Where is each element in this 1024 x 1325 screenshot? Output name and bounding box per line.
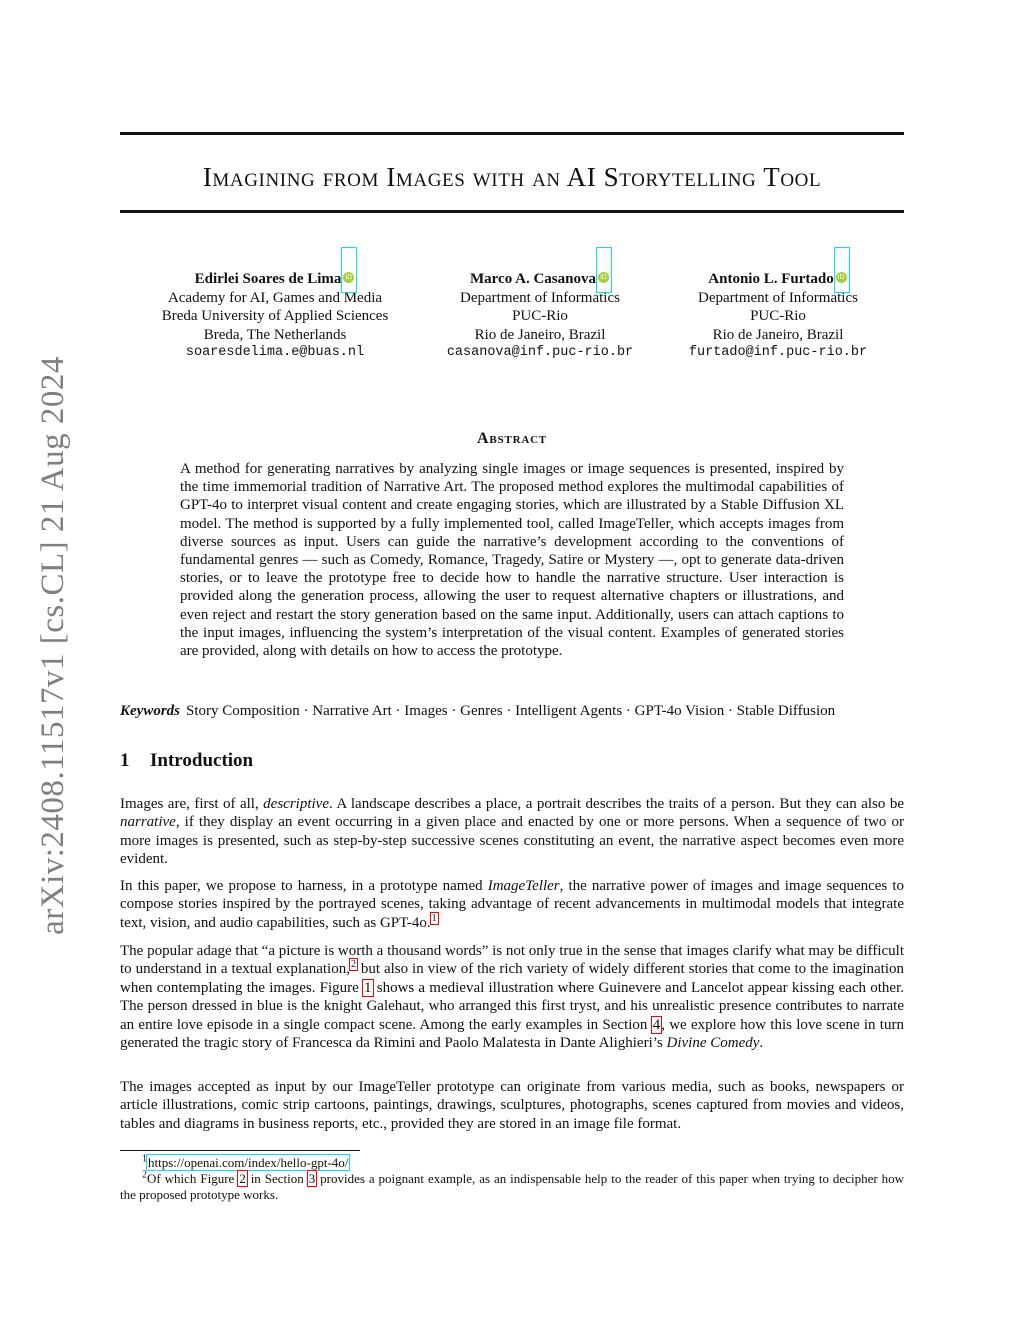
- author-1: [120, 270, 430, 363]
- paragraph-3: [120, 942, 904, 1052]
- footnote-link-1[interactable]: 1: [431, 912, 437, 924]
- arxiv-stamp: [33, 350, 73, 940]
- author-affiliation: Breda University of Applied Sciences: [161, 308, 389, 324]
- text-run: , if they display an event occurring in a given place and enacted by one or more persons. When a sequence of two or more images is presented, such as step-by-step successive scenes constituting an event, the narrative aspect becomes even more evident.: [120, 814, 904, 868]
- author-affiliation: PUC-Rio: [750, 308, 806, 324]
- keywords: [120, 702, 904, 720]
- section-title: Introduction: [150, 750, 254, 771]
- orcid-icon[interactable]: [598, 272, 610, 284]
- author-name: Edirlei Soares de Lima: [194, 271, 342, 287]
- author-affiliation: Department of Informatics: [460, 289, 620, 306]
- footnote-2: [120, 1171, 904, 1203]
- emphasis: ImageTeller: [487, 878, 560, 894]
- author-affiliation: Rio de Janeiro, Brazil: [474, 326, 606, 343]
- text-run: shows a medieval illustration where Guinevere and Lancelot appear kissing each other. The person dressed in blue is the knight Galehaut, who arranged this first tryst, and his unrealistic presence contributes to narrate an entire love episode in a single compact scene. Among the early examples in Section: [120, 979, 904, 1033]
- text-run: . A landscape describes a place, a portrait describes the traits of a person. But they can also be: [328, 796, 904, 812]
- footnote-mark: 2: [142, 1169, 147, 1181]
- emphasis: Divine Comedy: [666, 1035, 760, 1052]
- footnote-mark: 1: [142, 1153, 147, 1165]
- orcid-glyph: iD: [598, 272, 609, 283]
- author-email: soaresdelima.e@buas.nl: [185, 345, 365, 360]
- emphasis: narrative: [120, 814, 176, 831]
- author-name: Antonio L. Furtado: [708, 271, 834, 287]
- footnote-1: [120, 1155, 904, 1171]
- text-run: , the narrative power of images and image sequences to compose stories inspired by the portrayed scenes, taking advantage of recent advancements in multimodal models that integrate text, vision, and audio capabilities, such as GPT-4o.: [120, 878, 905, 931]
- author-3: [658, 270, 898, 363]
- paper-title: Imagining from Images with an AI Storytelling Tool: [202, 162, 822, 192]
- footnotes: [120, 1155, 904, 1203]
- author-affiliation: Department of Informatics: [698, 289, 858, 306]
- text-run: in Section: [246, 1171, 308, 1186]
- orcid-icon[interactable]: [836, 272, 848, 284]
- keywords-label: Keywords: [120, 703, 180, 719]
- text-run: Of which Figure: [147, 1171, 239, 1186]
- footnote-rule: [120, 1150, 360, 1151]
- title-bottom-rule: [120, 210, 904, 213]
- author-name: Marco A. Casanova: [470, 271, 596, 287]
- author-2: [420, 270, 660, 363]
- paragraph-1: [120, 795, 904, 869]
- orcid-glyph: iD: [836, 272, 847, 283]
- figure-link-2[interactable]: 2: [239, 1171, 246, 1186]
- orcid-link-box: [341, 247, 357, 293]
- text-run: The popular adage that “a picture is worth a thousand words” is not only true in the sense that images clarify what may be difficult to understand in a textual explanation,: [120, 943, 904, 978]
- author-affiliation: Academy for AI, Games and Media: [167, 289, 383, 306]
- text-run: but also in view of the rich variety of widely different stories that come to the imagination when contemplating the images. Figure: [120, 961, 904, 996]
- abstract-text: A method for generating narratives by analyzing single images or image sequences is presented, inspired by the time immemorial tradition of Narrative Art. The proposed method explores the multimodal capabilities of GPT-4o to interpret visual content and create engaging stories, which are illustrated by a Stable Diffusion XL model. The method is supported by a fully implemented tool, called ImageTeller, which accepts images from diverse sources as input. Users can guide the narrative’s development according to the conventions of fundamental genres — such as Comedy, Romance, Tragedy, Satire or Mystery —, opt to generate data-driven stories, or to leave the prototype free to decide how to handle the narrative structure. User interaction is provided along the generation process, allowing the user to request alternative chapters or illustrations, and even reject and restart the story generation based on the same input. Additionally, users can attach captions to the input images, influencing the system’s interpretation of the visual content. Examples of generated stories are provided, along with details on how to access the prototype.: [180, 461, 844, 660]
- text-run: , we explore how this love scene in turn generated the tragic story of Francesca da Rimini and Paolo Malatesta in Dante Alighieri’s: [120, 1016, 904, 1052]
- author-affiliation: Breda, The Netherlands: [203, 326, 347, 343]
- figure-link-1[interactable]: 1: [364, 979, 372, 996]
- orcid-link-box: [834, 247, 850, 293]
- author-affiliation: Rio de Janeiro, Brazil: [712, 326, 844, 343]
- section-heading: [120, 750, 904, 772]
- keywords-text: Story Composition · Narrative Art · Images · Genres · Intelligent Agents · GPT-4o Vision · Stable Diffusion: [186, 703, 836, 719]
- author-email: furtado@inf.puc-rio.br: [688, 345, 868, 360]
- author-email: casanova@inf.puc-rio.br: [446, 345, 634, 360]
- arxiv-id: arXiv:2408.11517v1 [cs.CL] 21 Aug 2024: [34, 355, 71, 935]
- text-run: .: [759, 1035, 764, 1052]
- author-block: [120, 270, 904, 370]
- title-top-rule: [120, 132, 904, 135]
- section-link-3[interactable]: 3: [308, 1171, 316, 1186]
- orcid-link-box: [596, 247, 612, 293]
- author-affiliation: PUC-Rio: [512, 308, 568, 324]
- text-run: Images are, first of all,: [120, 796, 264, 812]
- orcid-icon[interactable]: [343, 272, 355, 284]
- text-run: provides a poignant example, as an indispensable help to the reader of this paper when trying to decipher how the proposed prototype works.: [120, 1171, 905, 1202]
- abstract-heading: Abstract: [477, 430, 547, 447]
- footnote-url-link[interactable]: https://openai.com/index/hello-gpt-4o/: [148, 1155, 349, 1170]
- orcid-glyph: iD: [343, 272, 354, 283]
- section-number: 1: [120, 750, 130, 771]
- paragraph-4: The images accepted as input by our ImageTeller prototype can originate from various media, such as books, newspapers or article illustrations, comic strip cartoons, paintings, drawings, sculptures, photographs, scenes captured from movies and videos, tables and diagrams in business reports, etc., provided they are stored in an image file format.: [120, 1079, 904, 1132]
- text-run: In this paper, we propose to harness, in a prototype named: [120, 878, 488, 894]
- section-link-4[interactable]: 4: [652, 1016, 661, 1033]
- footnote-link-2[interactable]: 2: [350, 959, 356, 971]
- paragraph-2: [120, 877, 904, 932]
- emphasis: descriptive: [263, 796, 329, 812]
